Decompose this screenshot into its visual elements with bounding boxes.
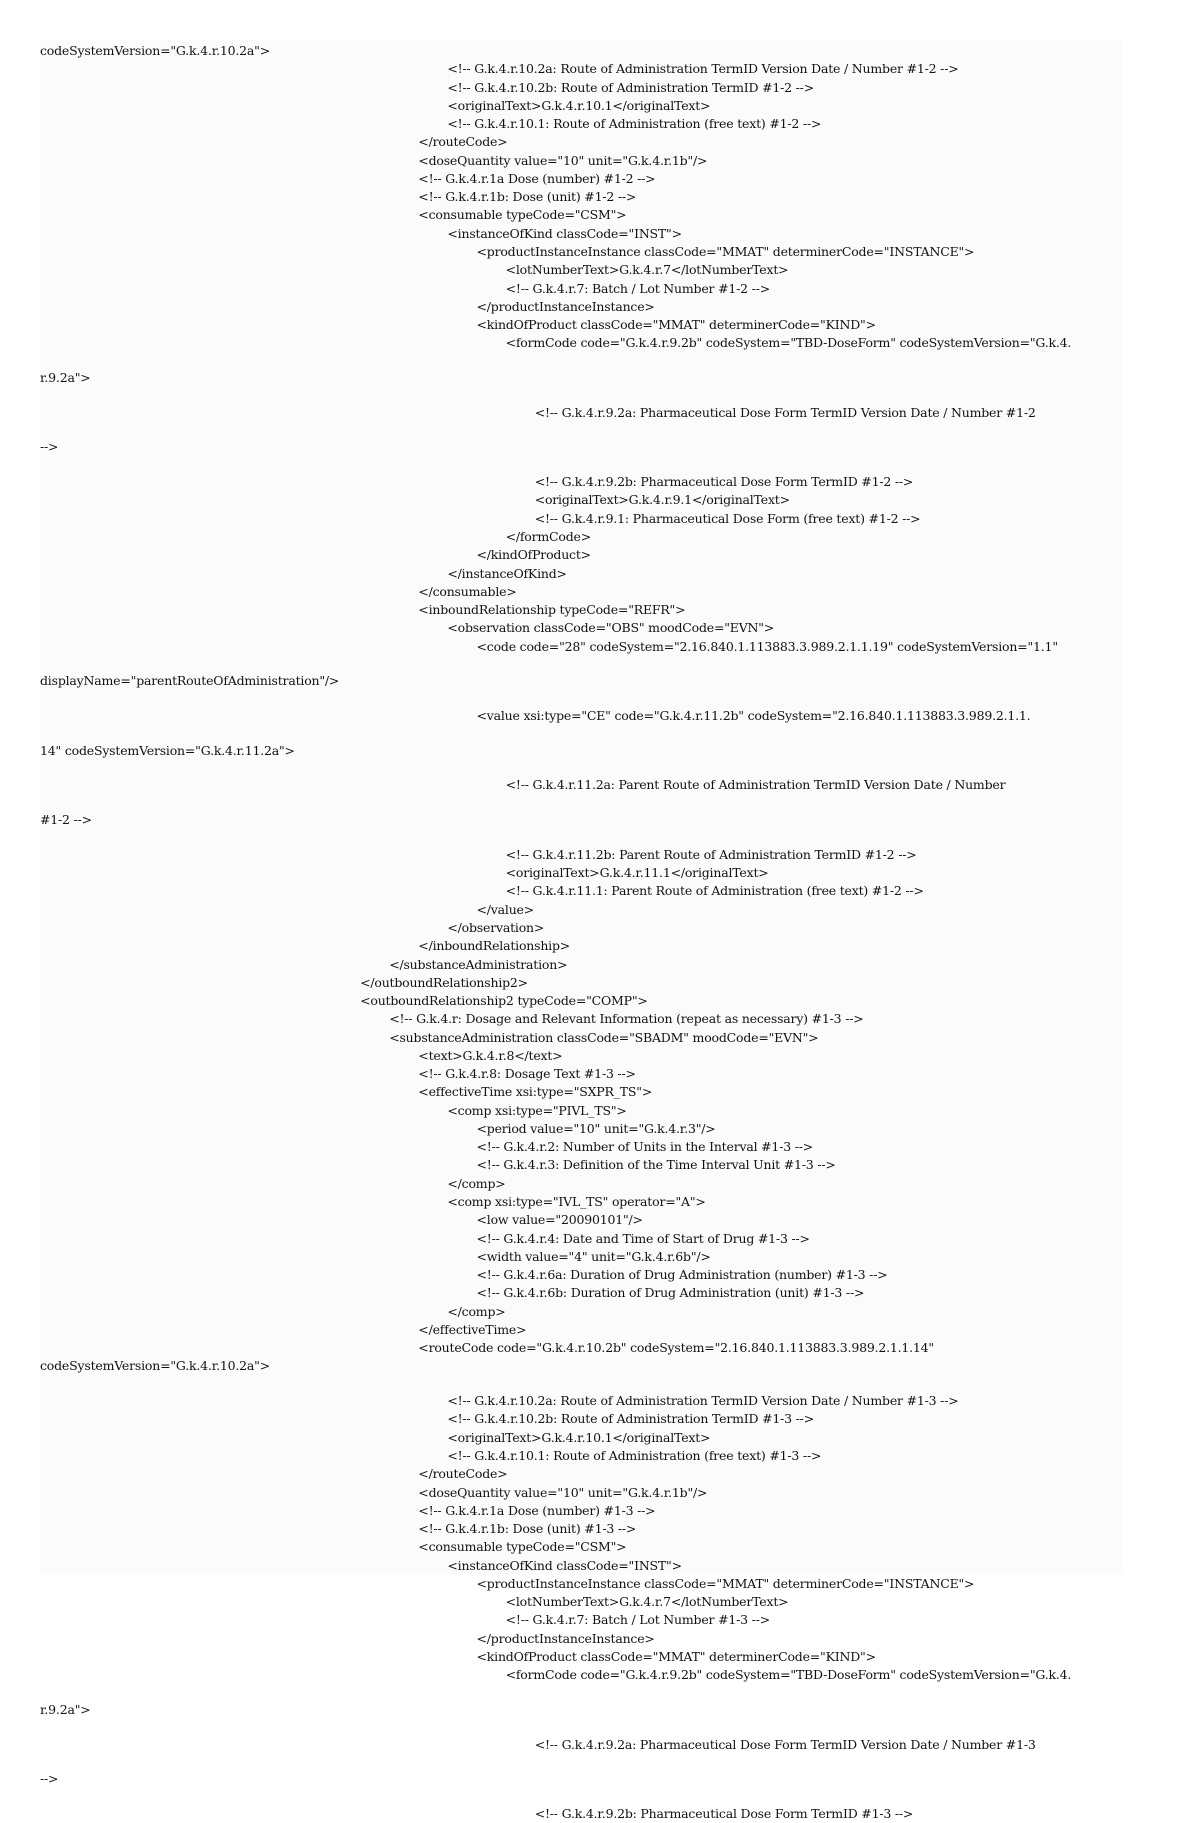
code-line: <instanceOfKind classCode="INST"> (447, 1557, 682, 1573)
code-line: <code code="28" codeSystem="2.16.840.1.113883.3.989.2.1.1.19" codeSystemVersion="1.1" (476, 638, 1058, 654)
code-line: <kindOfProduct classCode="MMAT" determinerCode="KIND"> (476, 1648, 876, 1664)
code-line: r.9.2a"> (40, 1701, 91, 1717)
code-line: </value> (476, 901, 535, 917)
code-line: <originalText>G.k.4.r.10.1</originalText> (447, 1429, 711, 1445)
code-line: <lotNumberText>G.k.4.r.7</lotNumberText> (505, 1594, 789, 1610)
code-line: <!-- G.k.4.r.10.2a: Route of Administration TermID Version Date / Number #1-3 --> (447, 1393, 959, 1409)
code-line: <!-- G.k.4.r.9.2b: Pharmaceutical Dose Form TermID #1-3 --> (534, 1806, 914, 1822)
code-line: </observation> (447, 919, 545, 935)
code-line: <!-- G.k.4.r.4: Date and Time of Start of Drug #1-3 --> (476, 1230, 810, 1246)
code-line: </productInstanceInstance> (476, 298, 655, 314)
code-line: <observation classCode="OBS" moodCode="EVN"> (447, 620, 775, 636)
code-line: <!-- G.k.4.r.10.1: Route of Administration (free text) #1-2 --> (447, 116, 822, 132)
code-line: <!-- G.k.4.r.8: Dosage Text #1-3 --> (418, 1066, 636, 1082)
code-line: </formCode> (505, 528, 592, 544)
code-line: </instanceOfKind> (447, 565, 567, 581)
code-line: <routeCode code="G.k.4.r.10.2b" codeSystem="2.16.840.1.113883.3.989.2.1.1.14" (418, 1340, 934, 1356)
code-line: <originalText>G.k.4.r.11.1</originalText> (505, 865, 769, 881)
code-line: <effectiveTime xsi:type="SXPR_TS"> (418, 1084, 653, 1100)
code-line: --> (40, 439, 59, 455)
code-line: <!-- G.k.4.r.6a: Duration of Drug Administration (number) #1-3 --> (476, 1267, 888, 1283)
code-line: <!-- G.k.4.r.9.2a: Pharmaceutical Dose Form TermID Version Date / Number #1-2 (534, 404, 1036, 420)
code-line: <consumable typeCode="CSM"> (418, 207, 627, 223)
code-line: <!-- G.k.4.r.9.2b: Pharmaceutical Dose Form TermID #1-2 --> (534, 474, 914, 490)
code-line: 14" codeSystemVersion="G.k.4.r.11.2a"> (40, 742, 295, 758)
code-line: displayName="parentRouteOfAdministration"/> (40, 673, 340, 689)
code-line: <!-- G.k.4.r.1b: Dose (unit) #1-3 --> (418, 1521, 637, 1537)
code-line: <text>G.k.4.r.8</text> (418, 1047, 563, 1063)
code-line: <period value="10" unit="G.k.4.r.3"/> (476, 1120, 716, 1136)
code-line: </effectiveTime> (418, 1321, 527, 1337)
code-line: <instanceOfKind classCode="INST"> (447, 225, 682, 241)
code-line: <originalText>G.k.4.r.10.1</originalText> (447, 97, 711, 113)
code-line: <!-- G.k.4.r.9.1: Pharmaceutical Dose Form (free text) #1-2 --> (534, 510, 921, 526)
code-line: <productInstanceInstance classCode="MMAT" determinerCode="INSTANCE"> (476, 243, 975, 259)
code-line: </productInstanceInstance> (476, 1630, 655, 1646)
code-line: <!-- G.k.4.r.6b: Duration of Drug Administration (unit) #1-3 --> (476, 1285, 865, 1301)
code-line: <kindOfProduct classCode="MMAT" determinerCode="KIND"> (476, 317, 876, 333)
code-line: <!-- G.k.4.r.10.2b: Route of Administration TermID #1-3 --> (447, 1411, 814, 1427)
code-line: #1-2 --> (40, 812, 92, 828)
code-line: </consumable> (418, 583, 517, 599)
code-line: <doseQuantity value="10" unit="G.k.4.r.1b"/> (418, 1484, 708, 1500)
code-line: <productInstanceInstance classCode="MMAT" determinerCode="INSTANCE"> (476, 1575, 975, 1591)
code-line: </comp> (447, 1303, 506, 1319)
code-line: <!-- G.k.4.r.1a Dose (number) #1-3 --> (418, 1502, 656, 1518)
code-line: </routeCode> (418, 1466, 508, 1482)
code-line: <!-- G.k.4.r.10.2b: Route of Administration TermID #1-2 --> (447, 79, 814, 95)
code-line: <value xsi:type="CE" code="G.k.4.r.11.2b" codeSystem="2.16.840.1.113883.3.989.2.1.1. (476, 708, 1031, 724)
code-line: <!-- G.k.4.r.10.1: Route of Administration (free text) #1-3 --> (447, 1447, 822, 1463)
code-line: <!-- G.k.4.r.11.2b: Parent Route of Administration TermID #1-2 --> (505, 846, 917, 862)
code-line: </kindOfProduct> (476, 547, 591, 563)
xml-code-listing (40, 40, 1123, 1822)
code-line: <formCode code="G.k.4.r.9.2b" codeSystem="TBD-DoseForm" codeSystemVersion="G.k.4. (505, 1667, 1072, 1683)
code-line: <doseQuantity value="10" unit="G.k.4.r.1b"/> (418, 152, 708, 168)
code-line: <!-- G.k.4.r.9.2a: Pharmaceutical Dose Form TermID Version Date / Number #1-3 (534, 1736, 1036, 1752)
code-line: <!-- G.k.4.r.3: Definition of the Time Interval Unit #1-3 --> (476, 1157, 836, 1173)
code-line: <formCode code="G.k.4.r.9.2b" codeSystem="TBD-DoseForm" codeSystemVersion="G.k.4. (505, 335, 1072, 351)
code-line: <comp xsi:type="IVL_TS" operator="A"> (447, 1194, 706, 1209)
code-line: <!-- G.k.4.r.7: Batch / Lot Number #1-3 --> (505, 1612, 770, 1628)
code-line: <consumable typeCode="CSM"> (418, 1539, 627, 1555)
code-line: </substanceAdministration> (389, 956, 568, 972)
code-line: </outboundRelationship2> (360, 974, 528, 990)
code-line: <width value="4" unit="G.k.4.r.6b"/> (476, 1248, 711, 1264)
code-line: <!-- G.k.4.r.11.2a: Parent Route of Administration TermID Version Date / Number (505, 777, 1006, 793)
code-line: </inboundRelationship> (418, 938, 571, 954)
code-line: --> (40, 1771, 59, 1787)
code-line: r.9.2a"> (40, 370, 91, 386)
code-line: <!-- G.k.4.r.1a Dose (number) #1-2 --> (418, 170, 656, 186)
code-line: <lotNumberText>G.k.4.r.7</lotNumberText> (505, 262, 789, 278)
code-line: </routeCode> (418, 134, 508, 150)
code-line: <inboundRelationship typeCode="REFR"> (418, 602, 686, 618)
code-line: </comp> (447, 1175, 506, 1191)
code-line: <outboundRelationship2 typeCode="COMP"> (360, 993, 648, 1009)
code-line: <comp xsi:type="PIVL_TS"> (447, 1102, 627, 1118)
code-line: <!-- G.k.4.r.7: Batch / Lot Number #1-2 --> (505, 280, 770, 296)
code-line: <!-- G.k.4.r.11.1: Parent Route of Administration (free text) #1-2 --> (505, 883, 924, 899)
code-line: codeSystemVersion="G.k.4.r.10.2a"> (40, 1358, 270, 1374)
code-line: <!-- G.k.4.r: Dosage and Relevant Information (repeat as necessary) #1-3 --> (389, 1011, 864, 1027)
code-line: <!-- G.k.4.r.10.2a: Route of Administration TermID Version Date / Number #1-2 --> (447, 61, 959, 77)
code-line: <substanceAdministration classCode="SBADM" moodCode="EVN"> (389, 1029, 819, 1045)
code-line: <originalText>G.k.4.r.9.1</originalText> (534, 492, 790, 508)
code-line: <!-- G.k.4.r.1b: Dose (unit) #1-2 --> (418, 189, 637, 205)
code-line: <low value="20090101"/> (476, 1212, 643, 1228)
code-line: <!-- G.k.4.r.2: Number of Units in the Interval #1-3 --> (476, 1139, 814, 1155)
code-line: codeSystemVersion="G.k.4.r.10.2a"> (40, 43, 270, 58)
